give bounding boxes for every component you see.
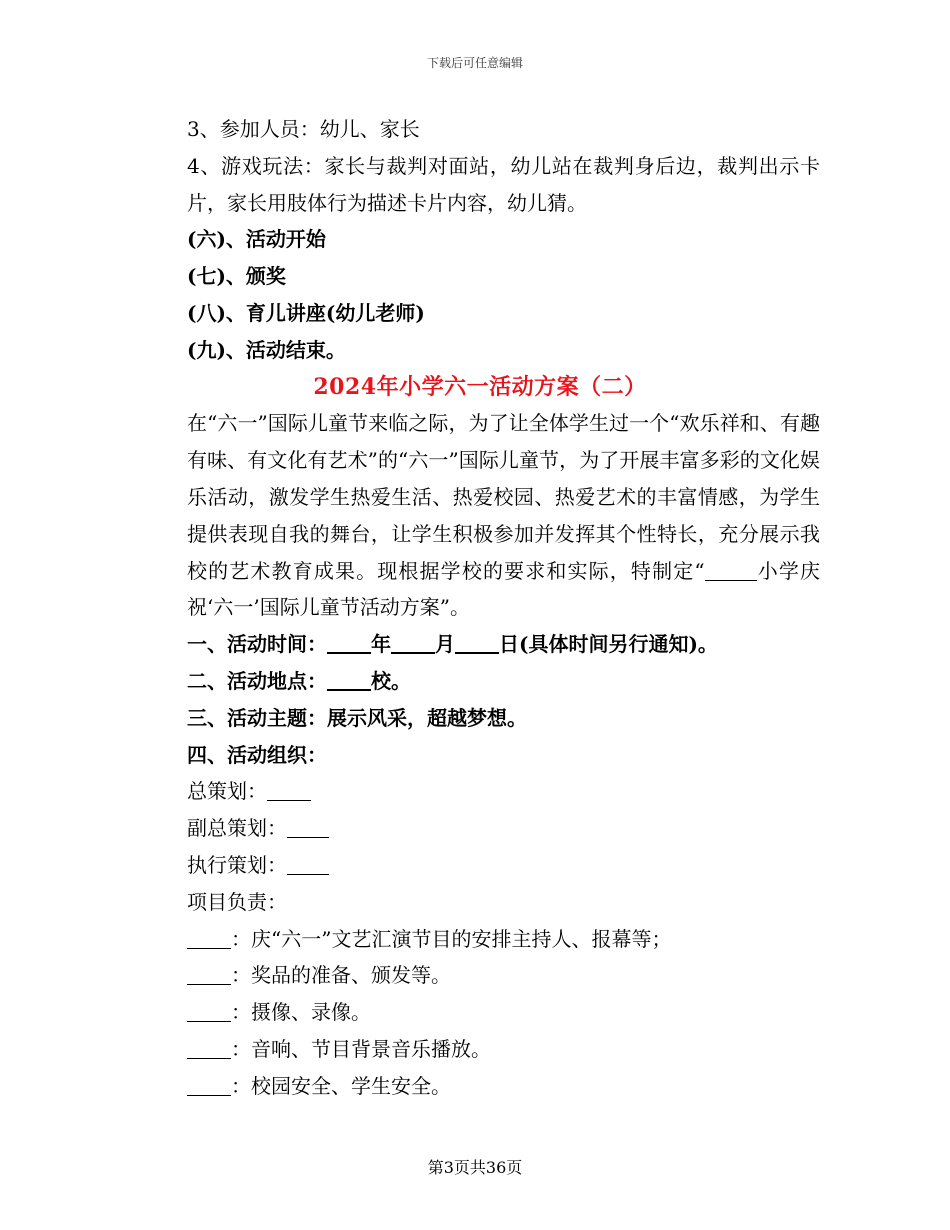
day-blank [455,632,499,654]
page-footer: 第3页共36页 [427,1158,523,1177]
duty-text: ：音响、节目背景音乐播放。 [231,1036,491,1061]
step-awards: (七)、颁奖 [187,264,286,289]
duty-text: ：奖品的准备、颁发等。 [231,963,451,988]
activity-place-line [140,663,820,700]
step-parenting-lecture: (八)、育儿讲座(幼儿老师) [187,300,425,325]
duty-name-blank [187,1038,231,1059]
exec-planner-line [140,847,820,884]
page-header: 下载后可任意编辑 [426,56,523,70]
time-label: 一、活动时间： [187,632,327,657]
day-label: 日(具体时间另行通知)。 [499,632,718,657]
activity-theme-line: 三、活动主题：展示风采，超越梦想。 [187,705,527,730]
chief-planner-label: 总策划： [187,779,267,804]
document-body [140,111,820,1105]
duty-name-blank [187,964,231,985]
duty-name-blank [187,1001,231,1022]
intro-paragraph [140,405,820,626]
duty-item [140,1068,820,1105]
year-blank [327,632,371,654]
duty-name-blank [187,928,231,949]
vice-planner-line [140,810,820,847]
participants-line: 3、参加人员：幼儿、家长 [187,117,420,141]
place-blank [327,669,371,691]
activity-org-line: 四、活动组织： [187,742,327,767]
duty-text: ：庆“六一”文艺汇演节目的安排主持人、报幕等； [231,926,672,951]
intro-text-part2: 小学庆祝‘六一’国际儿童节活动方案”。 [187,558,820,620]
place-label: 二、活动地点： [187,668,327,693]
duty-item [140,957,820,994]
exec-planner-blank [287,854,329,875]
duty-item [140,921,820,958]
step-activity-end: (九)、活动结束。 [187,337,346,362]
game-rules-paragraph: 4、游戏玩法：家长与裁判对面站，幼儿站在裁判身后边，裁判出示卡片，家长用肢体行为描述卡片内容，幼儿猜。 [187,153,820,215]
place-suffix: 校。 [371,668,411,693]
exec-planner-label: 执行策划： [187,852,287,877]
duty-text: ：校园安全、学生安全。 [231,1073,451,1098]
duty-item [140,994,820,1031]
year-label: 年 [371,632,391,657]
project-lead-line: 项目负责： [187,889,287,914]
step-activity-start: (六)、活动开始 [187,227,326,252]
vice-planner-label: 副总策划： [187,816,287,841]
chief-planner-blank [267,780,311,801]
month-blank [391,632,435,654]
vice-planner-blank [287,817,329,838]
activity-time-line [140,626,820,663]
duty-text: ：摄像、录像。 [231,1000,371,1025]
school-name-blank [705,560,757,581]
section-title: 2024年小学六一活动方案（二） [313,373,647,400]
month-label: 月 [435,632,455,657]
duty-name-blank [187,1075,231,1096]
duty-item [140,1031,820,1068]
chief-planner-line [140,773,820,810]
intro-text-part1: 在“六一”国际儿童节来临之际，为了让全体学生过一个“欢乐祥和、有趣有味、有文化有艺术”的“六一”国际儿童节，为了开展丰富多彩的文化娱乐活动，激发学生热爱生活、热爱校园、热爱艺术的丰富情感，为学生提供表现自我的舞台，让学生积极参加并发挥其个性特长，充分展示我校的艺术教育成果。现根据学校的要求和实际，特制定“ [187,411,820,583]
